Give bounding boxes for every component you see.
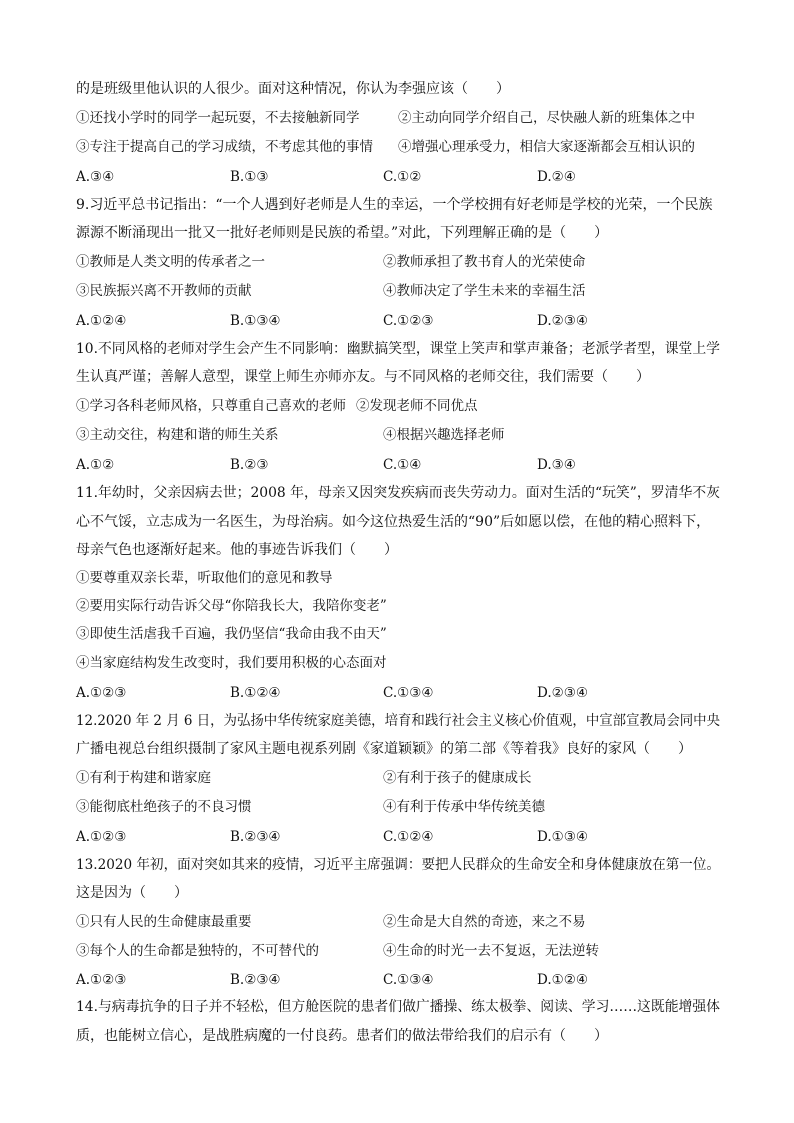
q10-item-4: ④根据兴趣选择老师 [383,427,505,443]
q8-stem-line-1: 的是班级里他认识的人很少。面对这种情况，你认为李强应该（ ） [76,81,510,97]
q8-item-1: ①还找小学时的同学一起玩耍，不去接触新同学 [76,110,360,126]
q9-item-1: ①教师是人类文明的传承者之一 [76,254,265,270]
q11-choice-b[interactable]: B.①②④ [230,685,281,701]
q11-stem-line-3: 母亲气色也逐渐好起来。他的事迹告诉我们（ ） [76,542,398,558]
q13-item-4: ④生命的时光一去不复返，无法逆转 [383,943,599,959]
q10-item-2: ②发现老师不同优点 [356,398,478,414]
q9-item-3: ③民族振兴离不开教师的贡献 [76,283,252,299]
q10-choice-c[interactable]: C.①④ [383,457,422,473]
q9-stem-line-1: 9.习近平总书记指出：“一个人遇到好老师是人生的幸运，一个学校拥有好老师是学校的光荣，一个民族 [76,197,713,213]
q13-item-3: ③每个人的生命都是独特的，不可替代的 [76,943,319,959]
q9-choice-a[interactable]: A.①②④ [76,313,127,329]
q10-choice-b[interactable]: B.②③ [230,457,269,473]
q10-item-3: ③主动交往，构建和谐的师生关系 [76,427,279,443]
q11-item-3: ③即使生活虐我千百遍，我仍坚信“我命由我不由天” [76,626,387,642]
q13-choice-b[interactable]: B.②③④ [230,972,281,988]
q9-stem-line-2: 源源不断涌现出一批又一批好老师则是民族的希望。”对此，下列理解正确的是（ ） [76,225,609,241]
q12-item-1: ①有利于构建和谐家庭 [76,770,211,786]
q9-item-4: ④教师决定了学生未来的幸福生活 [383,283,586,299]
q14-stem-line-1: 14.与病毒抗争的日子并不轻松，但方舱医院的患者们做广播操、练太极拳、阅读、学习……这既能增强体 [76,999,720,1015]
q11-item-4: ④当家庭结构发生改变时，我们要用积极的心态面对 [76,655,387,671]
q12-stem-line-1: 12.2020 年 2 月 6 日，为弘扬中华传统家庭美德，培育和践行社会主义核心价值观，中宣部宣教局会同中央 [76,713,721,729]
q10-stem-line-1: 10.不同风格的老师对学生会产生不同影响：幽默搞笑型，课堂上笑声和掌声兼备；老派学者型，课堂上学 [76,341,720,357]
q9-item-2: ②教师承担了教书育人的光荣使命 [383,254,586,270]
q10-choice-a[interactable]: A.①② [76,457,115,473]
q13-choice-a[interactable]: A.①②③ [76,972,127,988]
q8-choice-d[interactable]: D.②④ [537,169,576,185]
q8-choice-c[interactable]: C.①② [383,169,422,185]
q9-choice-c[interactable]: C.①②③ [383,313,434,329]
q13-stem-line-1: 13.2020 年初，面对突如其来的疫情，习近平主席强调：要把人民群众的生命安全和身体健康放在第一位。 [76,857,721,873]
q9-choice-b[interactable]: B.①③④ [230,313,281,329]
q13-choice-c[interactable]: C.①③④ [383,972,434,988]
q13-item-2: ②生命是大自然的奇迹，来之不易 [383,914,586,930]
q8-item-4: ④增强心理承受力，相信大家逐渐都会互相认识的 [398,139,695,155]
q13-stem-line-2: 这是因为（ ） [76,885,188,901]
q8-choice-a[interactable]: A.③④ [76,169,115,185]
q12-item-3: ③能彻底杜绝孩子的不良习惯 [76,799,252,815]
q8-item-2: ②主动向同学介绍自己，尽快融人新的班集体之中 [398,110,695,126]
q11-choice-a[interactable]: A.①②③ [76,685,127,701]
q12-item-4: ④有利于传承中华传统美德 [383,799,545,815]
q8-item-3: ③专注于提高自己的学习成绩，不考虑其他的事情 [76,139,373,155]
q12-choice-d[interactable]: D.①③④ [537,829,588,845]
q11-stem-line-1: 11.年幼时，父亲因病去世；2008 年，母亲又因突发疾病而丧失劳动力。面对生活的“玩笑”，罗清华不灰 [76,485,721,501]
q12-choice-b[interactable]: B.②③④ [230,829,281,845]
q12-item-2: ②有利于孩子的健康成长 [383,770,532,786]
q14-stem-line-2: 质，也能树立信心，是战胜病魔的一付良药。患者们的做法带给我们的启示有（ ） [76,1028,608,1044]
q10-item-1: ①学习各科老师风格，只尊重自己喜欢的老师 [76,398,346,414]
q11-item-1: ①要尊重双亲长辈，听取他们的意见和教导 [76,570,333,586]
q12-choice-a[interactable]: A.①②③ [76,829,127,845]
q11-stem-line-2: 心不气馁，立志成为一名医生，为母治病。如今这位热爱生活的“90”后如愿以偿，在他的精心照料下， [76,514,711,530]
q11-choice-d[interactable]: D.②③④ [537,685,588,701]
q11-item-2: ②要用实际行动告诉父母“你陪我长大，我陪你变老” [76,598,387,614]
q11-choice-c[interactable]: C.①③④ [383,685,434,701]
q9-choice-d[interactable]: D.②③④ [537,313,588,329]
q13-item-1: ①只有人民的生命健康最重要 [76,914,252,930]
q8-choice-b[interactable]: B.①③ [230,169,269,185]
q13-choice-d[interactable]: D.①②④ [537,972,588,988]
q10-choice-d[interactable]: D.③④ [537,457,576,473]
q10-stem-line-2: 生认真严谨；善解人意型，课堂上师生亦师亦友。与不同风格的老师交往，我们需要（ ） [76,369,650,385]
q12-stem-line-2: 广播电视总台组织摄制了家风主题电视系列剧《家道颖颖》的第二部《等着我》良好的家风（ ） [76,741,692,757]
q12-choice-c[interactable]: C.①②④ [383,829,434,845]
